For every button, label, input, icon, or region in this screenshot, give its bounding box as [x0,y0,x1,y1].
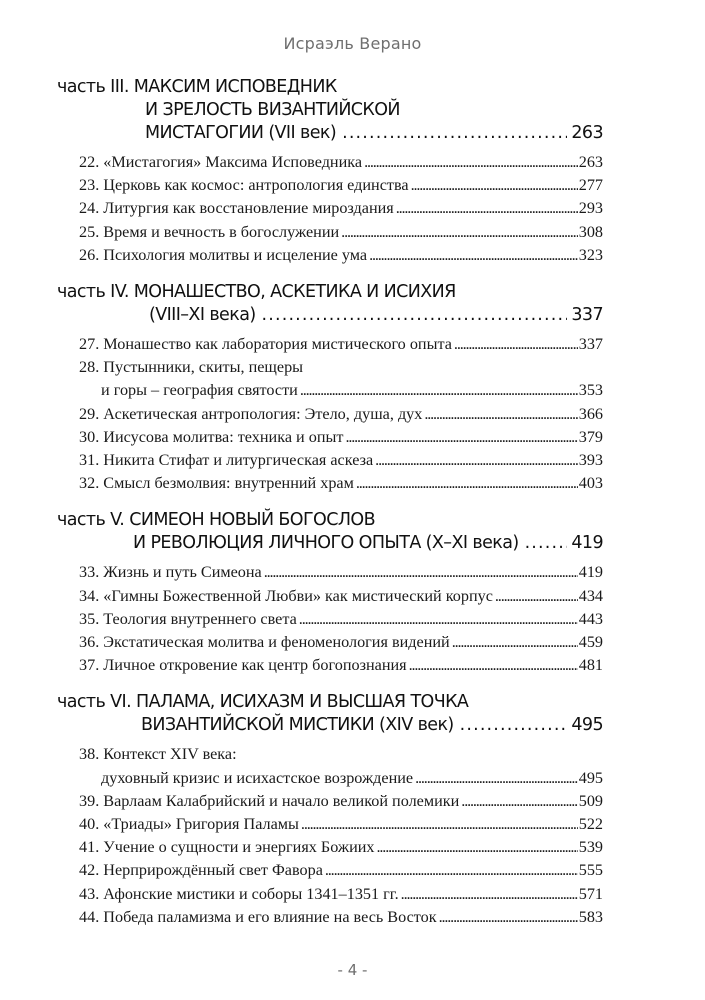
part-heading[interactable] [57,691,603,737]
chapter-number: 30. [79,427,100,446]
part-vi [57,691,603,929]
dot-leader [525,532,568,555]
page-number: 263 [571,123,603,143]
chapter-number: 34. [79,586,100,605]
chapter-number: 39. [79,791,100,810]
page-number: 495 [578,768,603,787]
page-number: 308 [578,222,603,241]
chapter-title: Психология молитвы и исцеление ума [103,245,368,264]
dot-leader [411,174,578,197]
dot-leader [460,714,568,737]
chapter-entry[interactable] [79,333,603,356]
chapter-title: «Гимны Божественной Любви» как мистический корпус [103,586,493,605]
chapter-title: Монашество как лаборатория мистического опыта [103,335,452,354]
chapter-title: Церковь как космос: антропология единства [103,176,409,195]
chapter-title: Теология внутреннего света [103,609,297,628]
chapter-entry[interactable] [79,197,603,220]
dot-leader [452,631,578,654]
page-number: 522 [578,815,603,834]
dot-leader [264,561,578,584]
chapter-entry[interactable] [79,906,603,929]
dot-leader [495,585,578,608]
chapter-list [79,743,603,929]
chapter-number: 22. [79,153,100,171]
chapter-title: Афонские мистики и соборы 1341–1351 гг. [103,884,399,903]
part-title-line: МИСТАГОГИИ (VII век) [145,123,337,143]
chapter-number: 38. [79,745,100,764]
dot-leader [415,767,578,790]
chapter-title: Победа паламизма и его влияние на весь Восток [103,907,437,926]
dot-leader [461,790,577,813]
chapter-number: 44. [79,907,100,926]
page-folio: - 4 - [337,961,368,979]
page-number: 293 [578,199,603,218]
chapter-title: Нерприрождённый свет Фавора [103,861,323,880]
dot-leader [409,654,578,677]
chapter-title: Варлаам Калабрийский и начало великой полемики [103,791,460,810]
chapter-title: Иисусова молитва: техника и опыт [103,427,344,446]
chapter-number: 28. [79,358,100,377]
page-number: 419 [578,563,603,582]
chapter-number: 26. [79,245,100,264]
part-v [57,509,603,677]
chapter-title: Экстатическая молитва и феноменология видений [103,633,450,652]
page-number: 337 [571,305,603,326]
chapter-title: Личное откровение как центр богопознания [103,656,407,675]
chapter-title: Жизнь и путь Симеона [103,563,262,582]
dot-leader [299,608,578,631]
chapter-number: 24. [79,199,100,218]
chapter-entry[interactable] [79,472,603,495]
chapter-number: 25. [79,222,100,241]
dot-leader [454,333,578,356]
chapter-title: Время и вечность в богослужении [103,222,340,241]
part-title-line: ВИЗАНТИЙСКОЙ МИСТИКИ (XIV век) [141,715,454,736]
page-number: 337 [578,335,603,354]
chapter-title: Литургия как восстановление мироздания [103,199,394,218]
part-heading[interactable] [57,76,603,145]
chapter-number: 35. [79,609,100,628]
chapter-title: Контекст XIV века: [103,745,237,764]
part-title-line: (VIII–XI века) [149,305,256,326]
dot-leader [356,472,578,495]
page-number: 459 [578,633,603,652]
chapter-entry[interactable] [79,244,603,267]
part-title-line: И РЕВОЛЮЦИЯ ЛИЧНОГО ОПЫТА (X–XI века) [133,533,519,554]
chapter-entry[interactable] [79,743,603,789]
part-heading[interactable] [57,509,603,555]
chapter-entry[interactable] [79,608,603,631]
chapter-entry[interactable] [79,426,603,449]
chapter-number: 33. [79,563,100,582]
chapter-entry[interactable] [79,403,603,426]
page-number: 495 [571,715,603,736]
part-prefix: часть V. [57,510,130,531]
dot-leader [262,304,568,327]
chapter-number: 32. [79,474,100,493]
page-number: 366 [578,404,603,423]
running-head: Исраэль Верано [283,34,422,53]
page-number: 583 [578,907,603,926]
dot-leader [377,836,578,859]
dot-leader [396,197,578,220]
part-title-line: МОНАШЕСТВО, АСКЕТИКА И ИСИХИЯ [133,282,456,303]
page-number: 509 [578,791,603,810]
page-number: 379 [578,427,603,446]
dot-leader [301,813,578,836]
page-number: 434 [578,586,603,605]
chapter-title: «Триады» Григория Паламы [103,815,299,834]
page-number: 403 [578,474,603,493]
chapter-title: Пустынники, скиты, пещеры [103,358,304,377]
chapter-number: 23. [79,176,100,195]
part-title-line: ПАЛАМА, ИСИХАЗМ И ВЫСШАЯ ТОЧКА [136,692,469,713]
page-number: 419 [571,533,603,554]
dot-leader [341,221,578,244]
chapter-list [79,151,603,267]
chapter-entry[interactable] [79,654,603,677]
dot-leader [424,403,577,426]
page-number: 571 [578,884,603,903]
chapter-number: 31. [79,451,100,470]
chapter-number: 36. [79,633,100,652]
dot-leader [375,449,578,472]
part-prefix: часть III. [57,77,134,97]
table-of-contents [57,76,603,943]
chapter-number: 27. [79,335,100,354]
chapter-list [79,561,603,677]
dot-leader [401,883,578,906]
dot-leader [439,906,578,929]
chapter-number: 29. [79,404,100,423]
chapter-entry[interactable] [79,356,603,402]
chapter-number: 41. [79,838,100,857]
part-title-line: МАКСИМ ИСПОВЕДНИК [133,77,337,97]
page-number: 263 [578,153,603,171]
page-number: 443 [578,609,603,628]
chapter-title-continued: духовный кризис и исихастское возрождение [101,768,414,787]
chapter-entry[interactable] [79,883,603,906]
chapter-number: 43. [79,884,100,903]
chapter-number: 42. [79,861,100,880]
part-prefix: часть VI. [57,692,137,713]
page-number: 353 [578,381,603,400]
page-number: 481 [578,656,603,675]
page-number: 555 [578,861,603,880]
dot-leader [300,379,578,402]
chapter-title: Аскетическая антропология: Этело, душа, дух [103,404,423,423]
chapter-entry[interactable] [79,790,603,813]
chapter-entry[interactable] [79,221,603,244]
chapter-title: Никита Стифат и литургическая аскеза [103,451,374,470]
part-prefix: часть IV. [57,282,134,303]
chapter-entry[interactable] [79,449,603,472]
page-number: 277 [578,176,603,195]
chapter-number: 37. [79,656,100,675]
part-title-line: И ЗРЕЛОСТЬ ВИЗАНТИЙСКОЙ [145,100,400,120]
chapter-entry[interactable] [79,859,603,882]
dot-leader [369,244,578,267]
chapter-entry[interactable] [79,561,603,584]
chapter-number: 40. [79,815,100,834]
chapter-title: «Мистагогия» Максима Исповедника [103,153,363,171]
dot-leader [345,426,577,449]
part-iii [57,76,603,267]
chapter-entry[interactable] [79,631,603,654]
chapter-entry[interactable] [79,585,603,608]
part-title-line: СИМЕОН НОВЫЙ БОГОСЛОВ [129,510,375,531]
chapter-entry[interactable] [79,813,603,836]
chapter-list [79,333,603,495]
chapter-title: Смысл безмолвия: внутренний храм [103,474,354,493]
page-number: 539 [578,838,603,857]
chapter-entry[interactable] [79,174,603,197]
dot-leader [325,859,578,882]
page-number: 393 [578,451,603,470]
chapter-title: Учение о сущности и энергиях Божиих [103,838,375,857]
chapter-title-continued: и горы – география святости [101,381,298,400]
part-iv [57,281,603,495]
chapter-entry[interactable] [79,836,603,859]
dot-leader [342,122,567,145]
page-number: 323 [578,245,603,264]
chapter-entry[interactable] [79,151,603,174]
dot-leader [364,151,578,174]
part-heading[interactable] [57,281,603,327]
